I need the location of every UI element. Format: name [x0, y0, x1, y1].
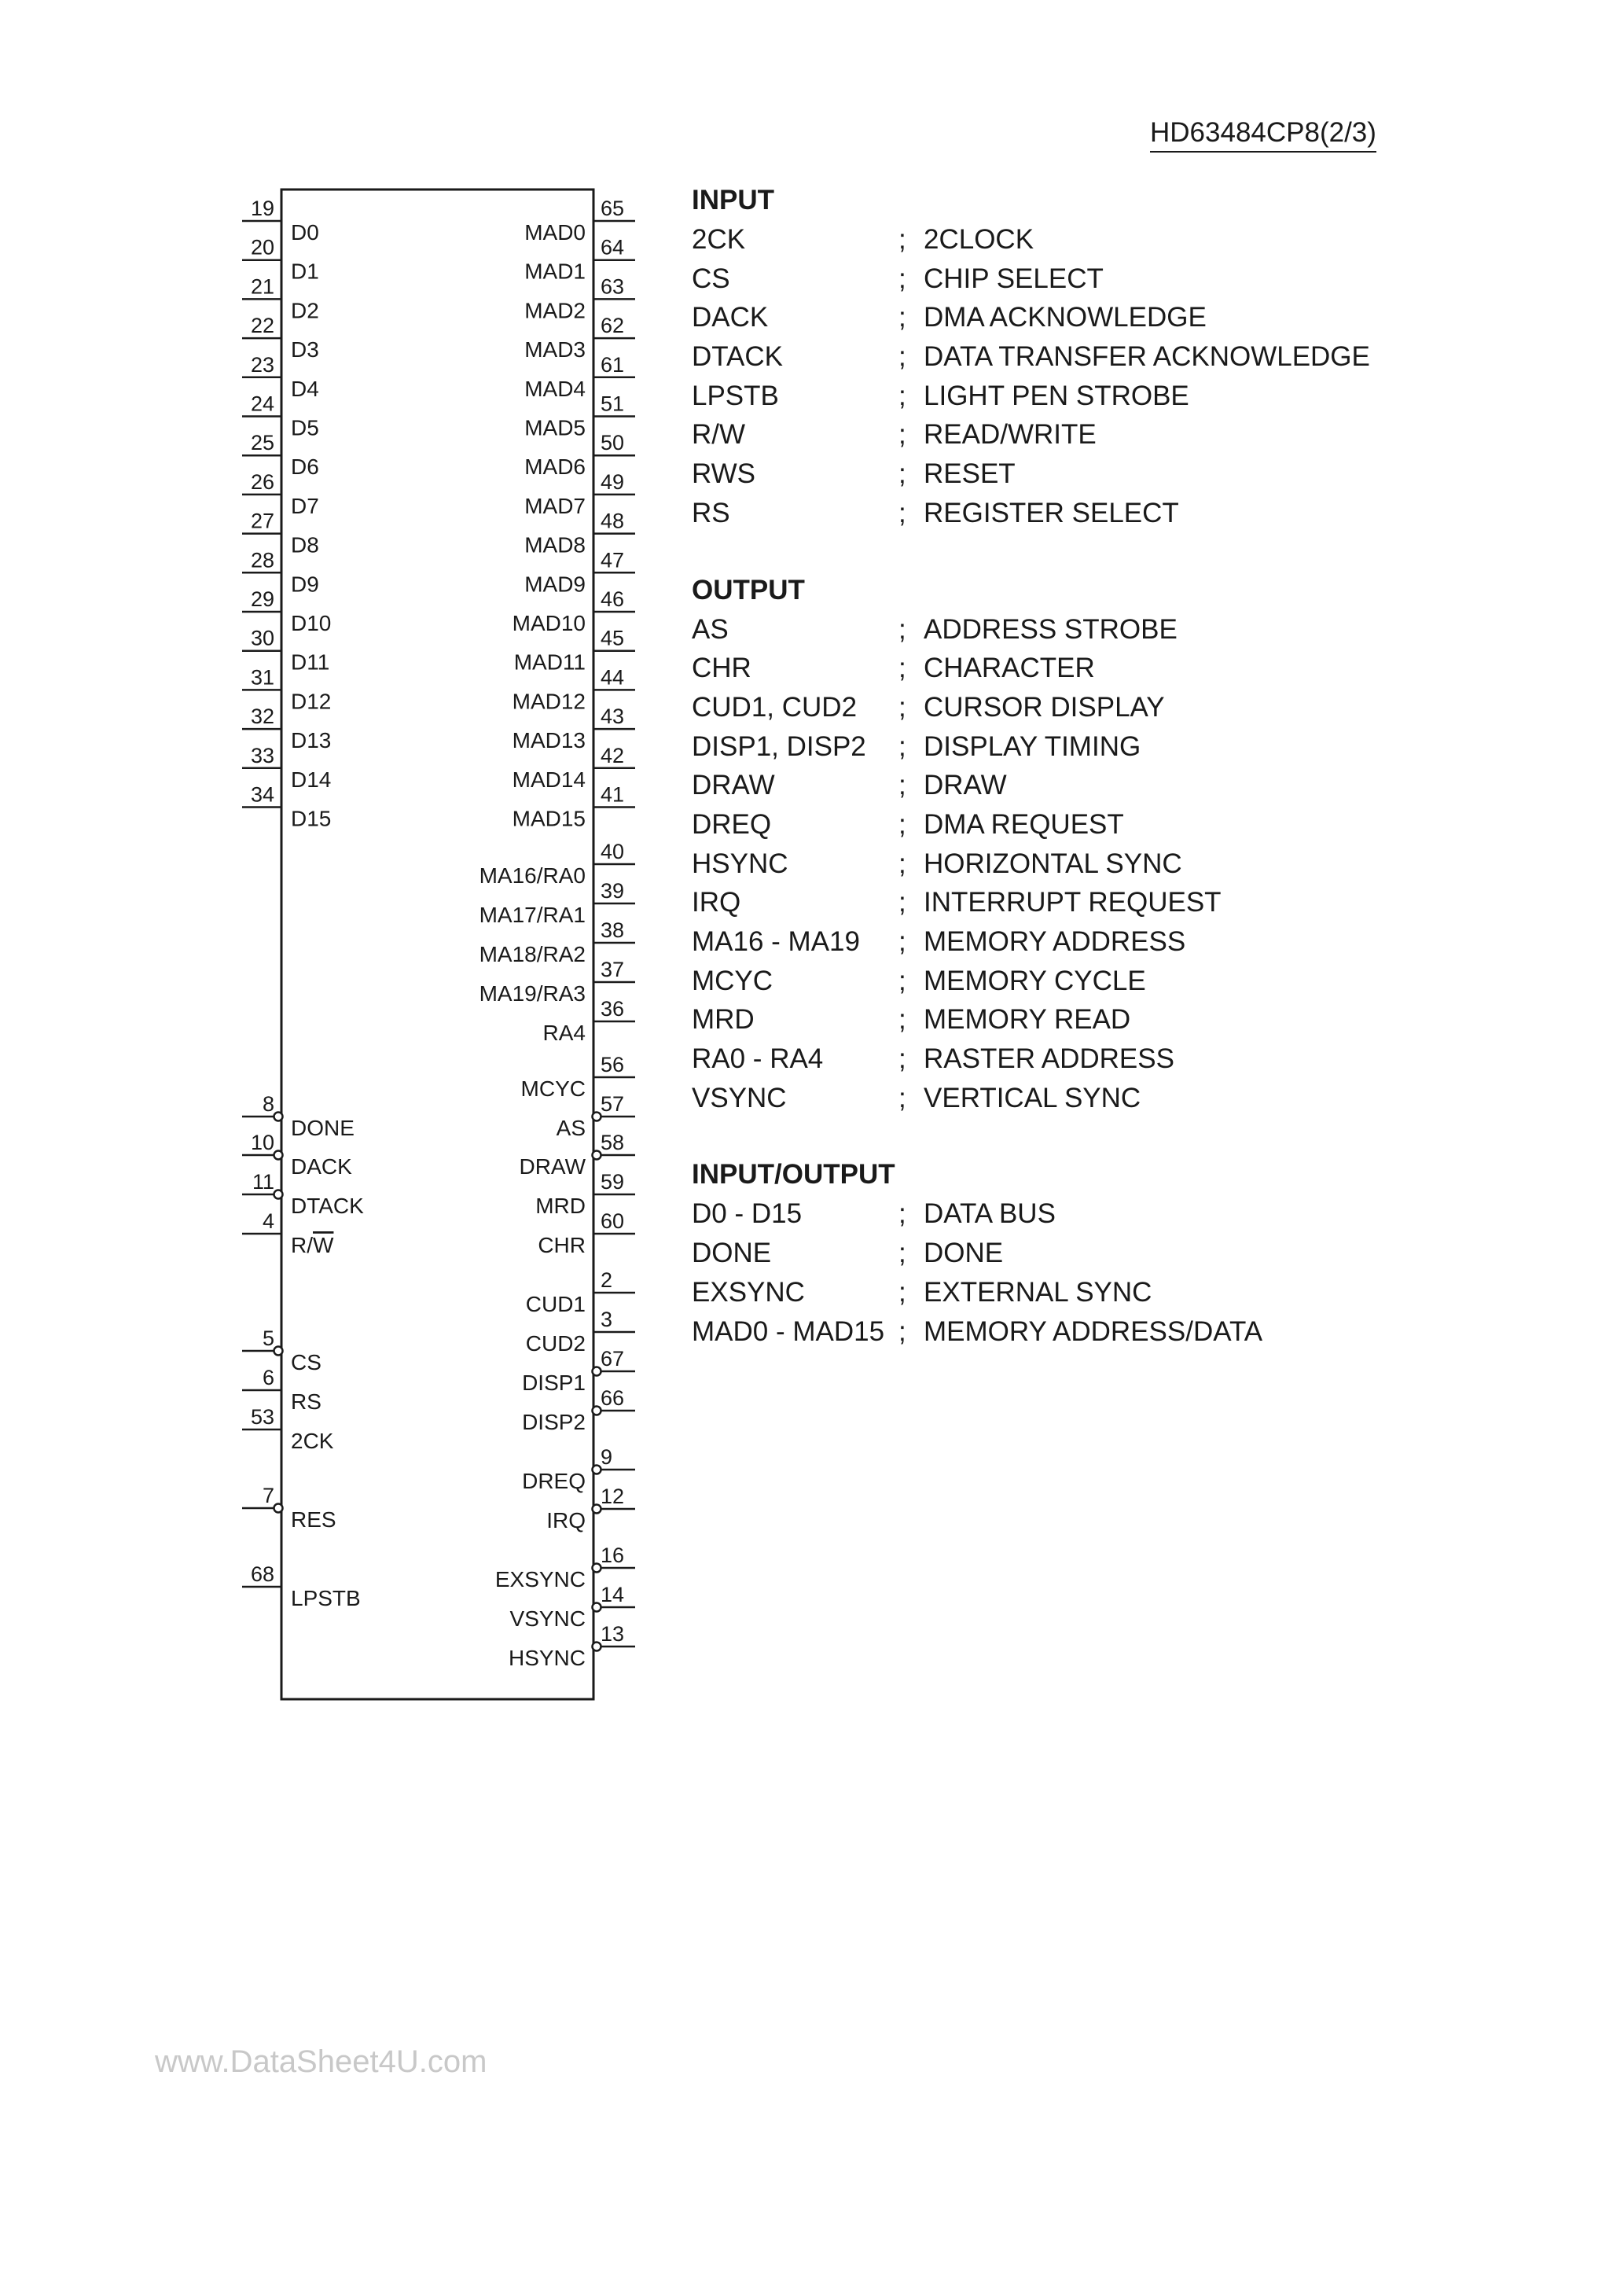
pin-number: 32	[250, 705, 274, 729]
signal-description: REGISTER SELECT	[924, 497, 1179, 528]
signal-description: READ/WRITE	[924, 419, 1097, 451]
pin-number: 40	[601, 840, 625, 863]
signal-abbreviation: MA16 - MA19	[692, 926, 860, 957]
pin-label: MAD9	[524, 572, 586, 597]
separator: ;	[898, 691, 906, 723]
pin-number: 42	[601, 743, 625, 767]
pin-label: MAD12	[512, 689, 586, 714]
separator: ;	[898, 653, 906, 684]
pin-label: EXSYNC	[494, 1567, 586, 1591]
separator: ;	[898, 380, 906, 411]
separator: ;	[898, 302, 906, 333]
pin-number: 68	[250, 1562, 274, 1586]
pin-number: 53	[250, 1405, 274, 1429]
signal-description: DRAW	[924, 770, 1007, 801]
signal-abbreviation: DACK	[692, 302, 769, 333]
right-pin	[526, 1268, 635, 1316]
pin-number: 49	[601, 469, 625, 494]
section-gap	[692, 1117, 1596, 1155]
signal-abbreviation: DONE	[692, 1238, 772, 1269]
separator: ;	[898, 965, 906, 996]
legend-row	[692, 377, 1596, 416]
signal-description: HORIZONTAL SYNC	[924, 848, 1182, 879]
section-gap	[692, 533, 1596, 571]
pin-number: 28	[250, 548, 274, 572]
legend-row	[692, 1000, 1596, 1039]
signal-abbreviation: RA0 - RA4	[692, 1043, 824, 1075]
pin-label: D2	[291, 298, 319, 323]
signal-abbreviation: D0 - D15	[692, 1198, 803, 1230]
separator: ;	[898, 1004, 906, 1036]
pin-label: MAD8	[524, 532, 586, 557]
pin-label: DISP2	[522, 1410, 586, 1434]
separator: ;	[898, 497, 906, 528]
signal-abbreviation: MCYC	[692, 965, 773, 996]
legend-row	[692, 844, 1596, 884]
pin-number: 10	[250, 1131, 274, 1154]
pin-number: 45	[601, 626, 625, 650]
signal-description: RESET	[924, 458, 1016, 490]
signal-abbreviation: EXSYNC	[692, 1276, 805, 1308]
pin-number: 30	[250, 626, 274, 650]
pin-label: D6	[291, 454, 319, 480]
separator: ;	[898, 887, 906, 918]
separator: ;	[898, 419, 906, 451]
active-low-bubble	[593, 1603, 601, 1612]
pin-label: HSYNC	[508, 1646, 586, 1670]
pin-number: 47	[601, 548, 625, 572]
pin-label: MA17/RA1	[479, 903, 586, 927]
pin-number: 11	[252, 1170, 274, 1194]
pin-number: 16	[601, 1544, 625, 1567]
signal-description: DMA ACKNOWLEDGE	[924, 302, 1207, 333]
legend-row	[692, 1273, 1596, 1312]
pin-number: 19	[250, 197, 274, 220]
signal-abbreviation: RS	[692, 497, 730, 528]
legend-row	[692, 805, 1596, 844]
signal-description: MEMORY CYCLE	[924, 965, 1146, 996]
pin-label: MAD6	[524, 454, 586, 480]
signal-description: MEMORY ADDRESS	[924, 926, 1186, 957]
pin-label: MAD13	[512, 728, 586, 753]
pin-label: DISP1	[522, 1371, 586, 1395]
active-low-bubble	[593, 1564, 601, 1573]
pin-number: 27	[250, 509, 274, 533]
pin-label: D3	[291, 337, 319, 362]
signal-description: DONE	[924, 1238, 1004, 1269]
signal-description: CHIP SELECT	[924, 263, 1104, 294]
signal-description: RASTER ADDRESS	[924, 1043, 1174, 1075]
active-low-bubble	[274, 1151, 283, 1160]
legend-section-title: INPUT/OUTPUT	[692, 1159, 895, 1190]
legend-row	[692, 688, 1596, 727]
pin-number: 41	[601, 782, 625, 807]
pin-label: 2CK	[291, 1429, 334, 1453]
left-pin	[242, 1484, 336, 1532]
pin-number: 12	[601, 1485, 625, 1508]
pin-label: MAD7	[524, 493, 586, 518]
legend-row	[692, 883, 1596, 922]
pin-number: 57	[601, 1092, 625, 1116]
pin-label: D14	[291, 767, 332, 792]
pin-label: MAD11	[513, 649, 586, 675]
pin-number: 4	[262, 1209, 274, 1233]
legend-row	[692, 922, 1596, 962]
legend-row	[692, 962, 1596, 1001]
separator: ;	[898, 848, 906, 879]
pin-label: D5	[291, 415, 319, 440]
pin-label: CUD1	[525, 1292, 586, 1316]
signal-description: DISPLAY TIMING	[924, 730, 1141, 762]
pin-number: 39	[601, 879, 625, 903]
pin-number: 61	[601, 352, 625, 377]
legend-row	[692, 494, 1596, 533]
pin-label: MAD14	[512, 767, 586, 792]
pin-label: CS	[291, 1350, 321, 1374]
pin-label: DONE	[291, 1116, 355, 1140]
pin-number: 20	[250, 235, 274, 259]
pin-label: D15	[291, 806, 332, 831]
legend-row	[692, 415, 1596, 454]
active-low-bubble	[593, 1407, 601, 1415]
signal-description: MEMORY ADDRESS/DATA	[924, 1315, 1263, 1347]
pin-number: 22	[250, 314, 274, 338]
pin-number: 65	[601, 197, 625, 220]
active-low-bubble	[593, 1367, 601, 1376]
pin-number: 29	[250, 587, 274, 611]
pin-label: MAD0	[524, 220, 586, 245]
pin-label: MAD4	[524, 376, 586, 401]
pin-label: D7	[291, 493, 319, 518]
pin-number: 44	[601, 665, 625, 690]
signal-description: CURSOR DISPLAY	[924, 691, 1165, 723]
pin-number: 50	[601, 431, 625, 455]
signal-abbreviation: R/W	[692, 419, 746, 451]
legend-row	[692, 1194, 1596, 1234]
pin-number: 26	[250, 469, 274, 494]
pinout-diagram	[0, 0, 692, 1730]
signal-abbreviation: CS	[692, 263, 730, 294]
pin-label: R/W	[291, 1233, 334, 1257]
separator: ;	[898, 263, 906, 294]
separator: ;	[898, 808, 906, 840]
pin-label: MA19/RA3	[479, 981, 586, 1006]
pin-label: MA18/RA2	[479, 942, 586, 966]
pin-label: RS	[291, 1389, 321, 1414]
pin-number: 34	[250, 782, 274, 807]
signal-abbreviation: VSYNC	[692, 1082, 787, 1113]
pin-label: DRAW	[519, 1154, 586, 1179]
pin-number: 64	[601, 235, 625, 259]
pin-label: MAD3	[524, 337, 586, 362]
pin-number: 25	[250, 431, 274, 455]
pin-number: 62	[601, 314, 625, 338]
signal-description: DATA TRANSFER ACKNOWLEDGE	[924, 341, 1370, 373]
separator: ;	[898, 1276, 906, 1308]
signal-abbreviation: MRD	[692, 1004, 755, 1036]
left-pin-group	[242, 197, 364, 1610]
page-title: HD63484CP8(2/3)	[1150, 116, 1376, 153]
signal-description: VERTICAL SYNC	[924, 1082, 1141, 1113]
pin-label: MCYC	[520, 1076, 586, 1101]
separator: ;	[898, 1238, 906, 1269]
legend-row	[692, 259, 1596, 299]
pin-label: CHR	[538, 1233, 586, 1257]
pin-label: D0	[291, 220, 319, 245]
pin-number: 9	[601, 1445, 613, 1469]
legend-section-title: INPUT	[692, 185, 774, 215]
left-pin	[242, 1562, 361, 1610]
signal-description: MEMORY READ	[924, 1004, 1131, 1036]
pin-label: DACK	[291, 1154, 352, 1179]
signal-abbreviation: CHR	[692, 653, 751, 684]
legend-row	[692, 649, 1596, 688]
legend-row	[692, 337, 1596, 377]
pin-label: D12	[291, 689, 332, 714]
signal-abbreviation: RWS	[692, 458, 756, 490]
separator: ;	[898, 1082, 906, 1113]
signal-description: DATA BUS	[924, 1198, 1056, 1230]
pin-label: MAD15	[512, 806, 586, 831]
pin-label: D8	[291, 532, 319, 557]
legend-row	[692, 1079, 1596, 1118]
pin-label: MRD	[535, 1194, 586, 1218]
pin-number: 3	[601, 1308, 613, 1331]
legend-row	[692, 454, 1596, 494]
pin-number: 56	[601, 1053, 625, 1076]
legend-row	[692, 220, 1596, 259]
legend-row	[692, 1312, 1596, 1352]
watermark: www.DataSheet4U.com	[155, 2044, 487, 2079]
pin-number: 46	[601, 587, 625, 611]
pin-label: MAD1	[524, 259, 586, 284]
signal-abbreviation: DREQ	[692, 808, 772, 840]
separator: ;	[898, 926, 906, 957]
signal-abbreviation: MAD0 - MAD15	[692, 1315, 885, 1347]
active-low-bubble	[274, 1504, 283, 1513]
pin-label: D10	[291, 611, 332, 635]
signal-abbreviation: LPSTB	[692, 380, 779, 411]
active-low-bubble	[593, 1151, 601, 1160]
separator: ;	[898, 1043, 906, 1075]
pin-label: MAD5	[524, 415, 586, 440]
active-low-bubble	[274, 1347, 283, 1356]
separator: ;	[898, 341, 906, 373]
signal-description: DMA REQUEST	[924, 808, 1124, 840]
pin-number: 67	[601, 1347, 625, 1371]
pin-label: IRQ	[546, 1508, 586, 1533]
pin-number: 33	[250, 743, 274, 767]
pin-number: 2	[601, 1268, 613, 1292]
signal-abbreviation: CUD1, CUD2	[692, 691, 858, 723]
signal-legend	[692, 181, 1596, 1351]
signal-description: EXTERNAL SYNC	[924, 1276, 1152, 1308]
pin-number: 21	[250, 274, 274, 299]
pin-number: 51	[601, 392, 625, 416]
pin-number: 23	[250, 352, 274, 377]
pin-number: 43	[601, 705, 625, 729]
pin-number: 58	[601, 1131, 625, 1154]
pin-number: 5	[262, 1326, 274, 1350]
right-pin-group	[479, 197, 635, 1670]
pin-number: 37	[601, 958, 625, 981]
legend-row	[692, 727, 1596, 767]
pin-label: MAD10	[512, 611, 586, 635]
signal-abbreviation: IRQ	[692, 887, 741, 918]
legend-section-title: OUTPUT	[692, 574, 805, 605]
signal-description: INTERRUPT REQUEST	[924, 887, 1222, 918]
pin-label: DREQ	[522, 1469, 586, 1493]
pin-label: RES	[291, 1507, 336, 1532]
pin-number: 59	[601, 1170, 625, 1194]
active-low-bubble	[593, 1505, 601, 1514]
pin-label: D1	[291, 259, 319, 284]
pin-number: 38	[601, 918, 625, 942]
signal-abbreviation: 2CK	[692, 224, 746, 255]
pin-number: 24	[250, 392, 274, 416]
pin-number: 13	[601, 1622, 625, 1646]
pin-number: 66	[601, 1386, 625, 1410]
pin-number: 60	[601, 1209, 625, 1233]
legend-row	[692, 1234, 1596, 1273]
legend-row	[692, 610, 1596, 649]
pin-number: 63	[601, 274, 625, 299]
pin-label: CUD2	[525, 1331, 586, 1356]
legend-row	[692, 766, 1596, 805]
pin-label: RA4	[542, 1021, 586, 1045]
active-low-bubble	[274, 1190, 283, 1199]
active-low-bubble	[593, 1643, 601, 1651]
separator: ;	[898, 1198, 906, 1230]
pin-label: LPSTB	[291, 1586, 361, 1610]
active-low-bubble	[593, 1466, 601, 1474]
pin-label: MA16/RA0	[479, 863, 586, 888]
signal-description: 2CLOCK	[924, 224, 1034, 255]
signal-abbreviation: DRAW	[692, 770, 775, 801]
separator: ;	[898, 1315, 906, 1347]
pin-label: MAD2	[524, 298, 586, 323]
pin-label: D13	[291, 728, 332, 753]
pin-label: AS	[556, 1116, 586, 1140]
pin-label: VSYNC	[509, 1606, 586, 1631]
separator: ;	[898, 224, 906, 255]
signal-description: LIGHT PEN STROBE	[924, 380, 1189, 411]
signal-abbreviation: DISP1, DISP2	[692, 730, 866, 762]
separator: ;	[898, 770, 906, 801]
pin-number: 6	[262, 1366, 274, 1389]
pin-number: 7	[262, 1484, 274, 1507]
signal-description: CHARACTER	[924, 653, 1095, 684]
signal-description: ADDRESS STROBE	[924, 613, 1178, 645]
legend-row	[692, 1039, 1596, 1079]
pin-label: D11	[291, 649, 330, 675]
pin-label: DTACK	[291, 1194, 364, 1218]
signal-abbreviation: HSYNC	[692, 848, 788, 879]
pin-number: 36	[601, 997, 625, 1021]
legend-row	[692, 298, 1596, 337]
separator: ;	[898, 613, 906, 645]
pin-label: D4	[291, 376, 319, 401]
pin-number: 31	[250, 665, 274, 690]
active-low-bubble	[274, 1113, 283, 1121]
separator: ;	[898, 458, 906, 490]
pin-label: D9	[291, 572, 319, 597]
pin-number: 48	[601, 509, 625, 533]
pin-number: 14	[601, 1583, 625, 1606]
separator: ;	[898, 730, 906, 762]
active-low-bubble	[593, 1113, 601, 1121]
signal-abbreviation: DTACK	[692, 341, 784, 373]
pin-number: 8	[262, 1092, 274, 1116]
signal-abbreviation: AS	[692, 613, 729, 645]
